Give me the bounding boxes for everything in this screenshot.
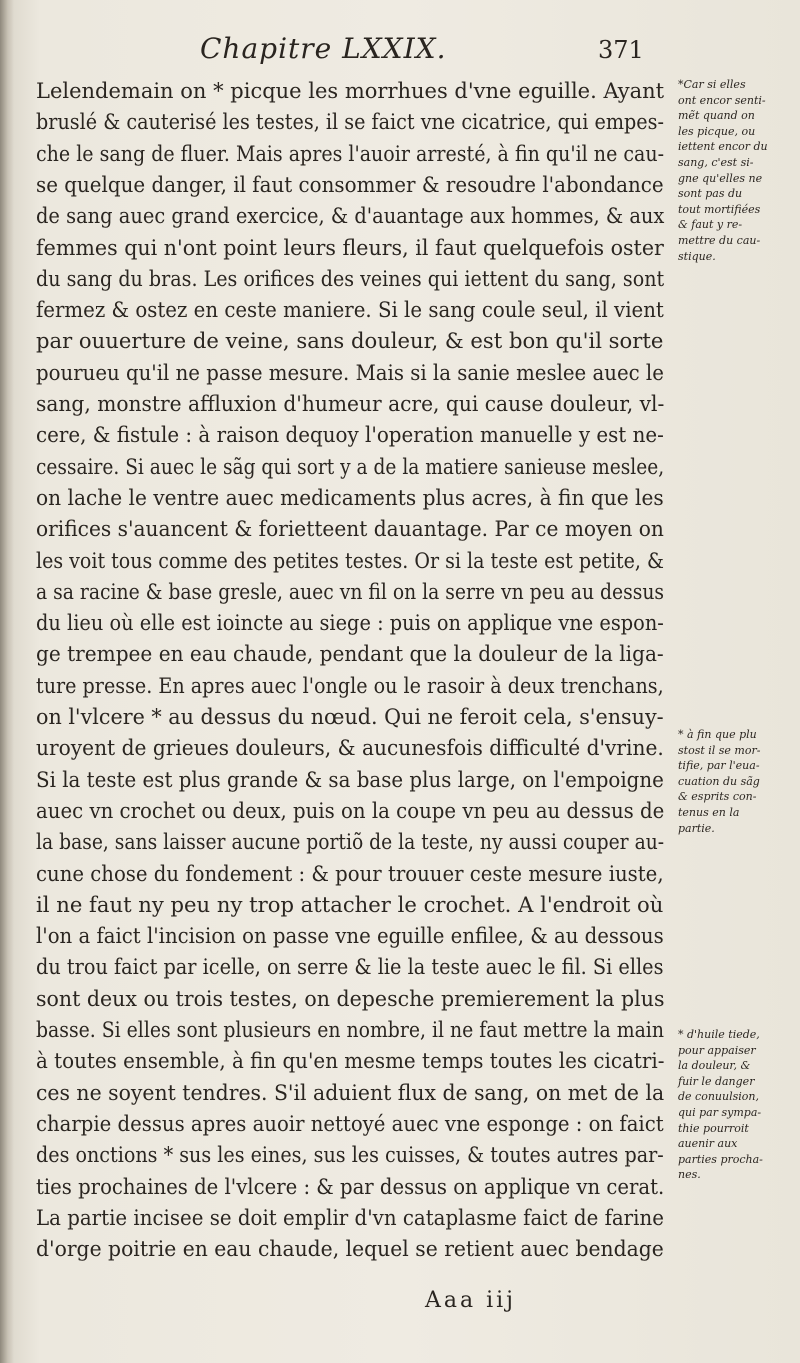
margin-note-line: auenir aux: [678, 1137, 738, 1151]
text-line: femmes qui n'ont point leurs fleurs, il faut quelquefois oster: [36, 235, 664, 260]
margin-note-line: qui par sympa-: [678, 1106, 762, 1119]
text-line: ces ne soyent tendres. S'il aduient flux de sang, on met de la: [36, 1080, 665, 1105]
binding-gutter: [0, 0, 14, 1363]
margin-note-line: nes.: [678, 1168, 701, 1182]
running-title: Chapitre LXXIX.: [200, 32, 447, 65]
text-line: à toutes ensemble, à fin qu'en mesme temps toutes les cicatri-: [36, 1049, 665, 1074]
margin-note-line: & esprits con-: [678, 790, 757, 804]
page-header: [0, 32, 800, 72]
margin-note-line: sang, c'est si-: [678, 156, 754, 169]
text-line: sont deux ou trois testes, on depesche premierement la plus: [36, 986, 665, 1011]
text-line: basse. Si elles sont plusieurs en nombre, il ne faut mettre la main: [36, 1018, 664, 1042]
margin-note-line: * d'huile tiede,: [678, 1028, 760, 1041]
text-line: uroyent de grieues douleurs, & aucunesfois difficulté d'vrine.: [36, 736, 664, 761]
margin-note-line: thie pourroit: [678, 1121, 749, 1135]
margin-note-line: gne qu'elles ne: [678, 171, 763, 185]
text-line: les voit tous comme des petites testes. Or si la teste est petite, &: [36, 548, 664, 573]
text-line: des onctions * sus les eines, sus les cuisses, & toutes autres par-: [36, 1143, 664, 1168]
margin-note-line: partie.: [678, 821, 715, 835]
margin-note-line: mẽt quand on: [678, 109, 755, 123]
margin-note-line: ont encor senti-: [678, 93, 766, 107]
text-line: cessaire. Si auec le sãg qui sort y a de la matiere sanieuse meslee,: [36, 454, 665, 479]
text-line: par ouuerture de veine, sans douleur, & est bon qu'il sorte: [36, 329, 664, 354]
page-number: 371: [598, 36, 644, 64]
text-line: fermez & ostez en ceste maniere. Si le sang coule seul, il vient: [36, 298, 664, 323]
signature-mark: Aaa iij: [425, 1288, 517, 1313]
text-line: cune chose du fondement : & pour trouuer ceste mesure iuste,: [36, 861, 664, 886]
text-line: sang, monstre affluxion d'humeur acre, qui cause douleur, vl-: [36, 392, 665, 416]
margin-note-line: fuir le danger: [678, 1074, 755, 1088]
margin-note-line: sont pas du: [678, 187, 743, 201]
text-line: auec vn crochet ou deux, puis on la coupe vn peu au dessus de: [36, 798, 665, 823]
text-line: Lelendemain on * picque les morrhues d'vne eguille. Ayant: [36, 79, 665, 103]
text-line: ture presse. En apres auec l'ongle ou le rasoir à deux trenchans,: [36, 673, 664, 698]
text-line: se quelque danger, il faut consommer & resoudre l'abondance: [36, 172, 664, 197]
margin-note-line: iettent encor du: [678, 140, 768, 154]
text-line: orifices s'auancent & forietteent dauantage. Par ce moyen on: [36, 517, 664, 542]
text-line: du sang du bras. Les orifices des veines qui iettent du sang, sont: [36, 266, 665, 291]
margin-note-line: tenus en la: [678, 806, 740, 819]
text-line: a sa racine & base gresle, auec vn fil on la serre vn peu au dessus: [36, 579, 665, 604]
margin-note-line: mettre du cau-: [678, 234, 761, 247]
margin-note-line: les picque, ou: [678, 124, 756, 138]
text-line: ge trempee en eau chaude, pendant que la douleur de la liga-: [36, 642, 664, 667]
text-line: on lache le ventre auec medicaments plus acres, à fin que les: [36, 485, 664, 510]
text-line: du trou faict par icelle, on serre & lie la teste auec le fil. Si elles: [36, 955, 664, 980]
margin-note-line: stost il se mor-: [678, 743, 761, 757]
text-line: de sang auec grand exercice, & d'auantage aux hommes, & aux: [36, 204, 665, 229]
text-line: ties prochaines de l'vlcere : & par dessus on applique vn cerat.: [36, 1174, 665, 1199]
margin-note-line: tifie, par l'eua-: [678, 759, 760, 773]
margin-note-line: la douleur, &: [678, 1059, 751, 1073]
text-line: on l'vlcere * au dessus du nœud. Qui ne feroit cela, s'ensuy-: [36, 705, 664, 729]
text-line: Si la teste est plus grande & sa base plus large, on l'empoigne: [36, 767, 664, 792]
margin-note-line: *Car si elles: [678, 78, 746, 91]
text-line: il ne faut ny peu ny trop attacher le crochet. A l'endroit où: [36, 892, 664, 917]
margin-note-line: & faut y re-: [678, 218, 743, 232]
text-line: bruslé & cauterisé les testes, il se faict vne cicatrice, qui empes-: [36, 110, 664, 135]
text-line: du lieu où elle est ioincte au siege : puis on applique vne espon-: [36, 611, 664, 636]
text-line: l'on a faict l'incision on passe vne eguille enfilee, & au dessous: [36, 924, 664, 949]
margin-note-line: stique.: [678, 249, 716, 263]
margin-note-line: tout mortifiées: [678, 202, 761, 216]
margin-note-line: cuation du sãg: [678, 774, 760, 788]
margin-note-line: de conuulsion,: [678, 1090, 759, 1104]
margin-note-line: parties procha-: [678, 1152, 763, 1166]
margin-note-line: pour appaiser: [678, 1043, 756, 1057]
text-line: charpie dessus apres auoir nettoyé auec vne esponge : on faict: [36, 1111, 664, 1136]
text-line: la base, sans laisser aucune portiõ de la teste, ny aussi couper au-: [36, 830, 665, 855]
text-line: La partie incisee se doit emplir d'vn cataplasme faict de farine: [36, 1205, 664, 1230]
text-line: pourueu qu'il ne passe mesure. Mais si la sanie meslee auec le: [36, 360, 664, 385]
text-line: che le sang de fluer. Mais apres l'auoir arresté, à fin qu'il ne cau-: [36, 141, 665, 166]
text-line: cere, & fistule : à raison dequoy l'operation manuelle y est ne-: [36, 423, 664, 448]
text-line: d'orge poitrie en eau chaude, lequel se retient auec bendage: [36, 1237, 664, 1262]
margin-note-line: * à fin que plu: [678, 728, 757, 741]
